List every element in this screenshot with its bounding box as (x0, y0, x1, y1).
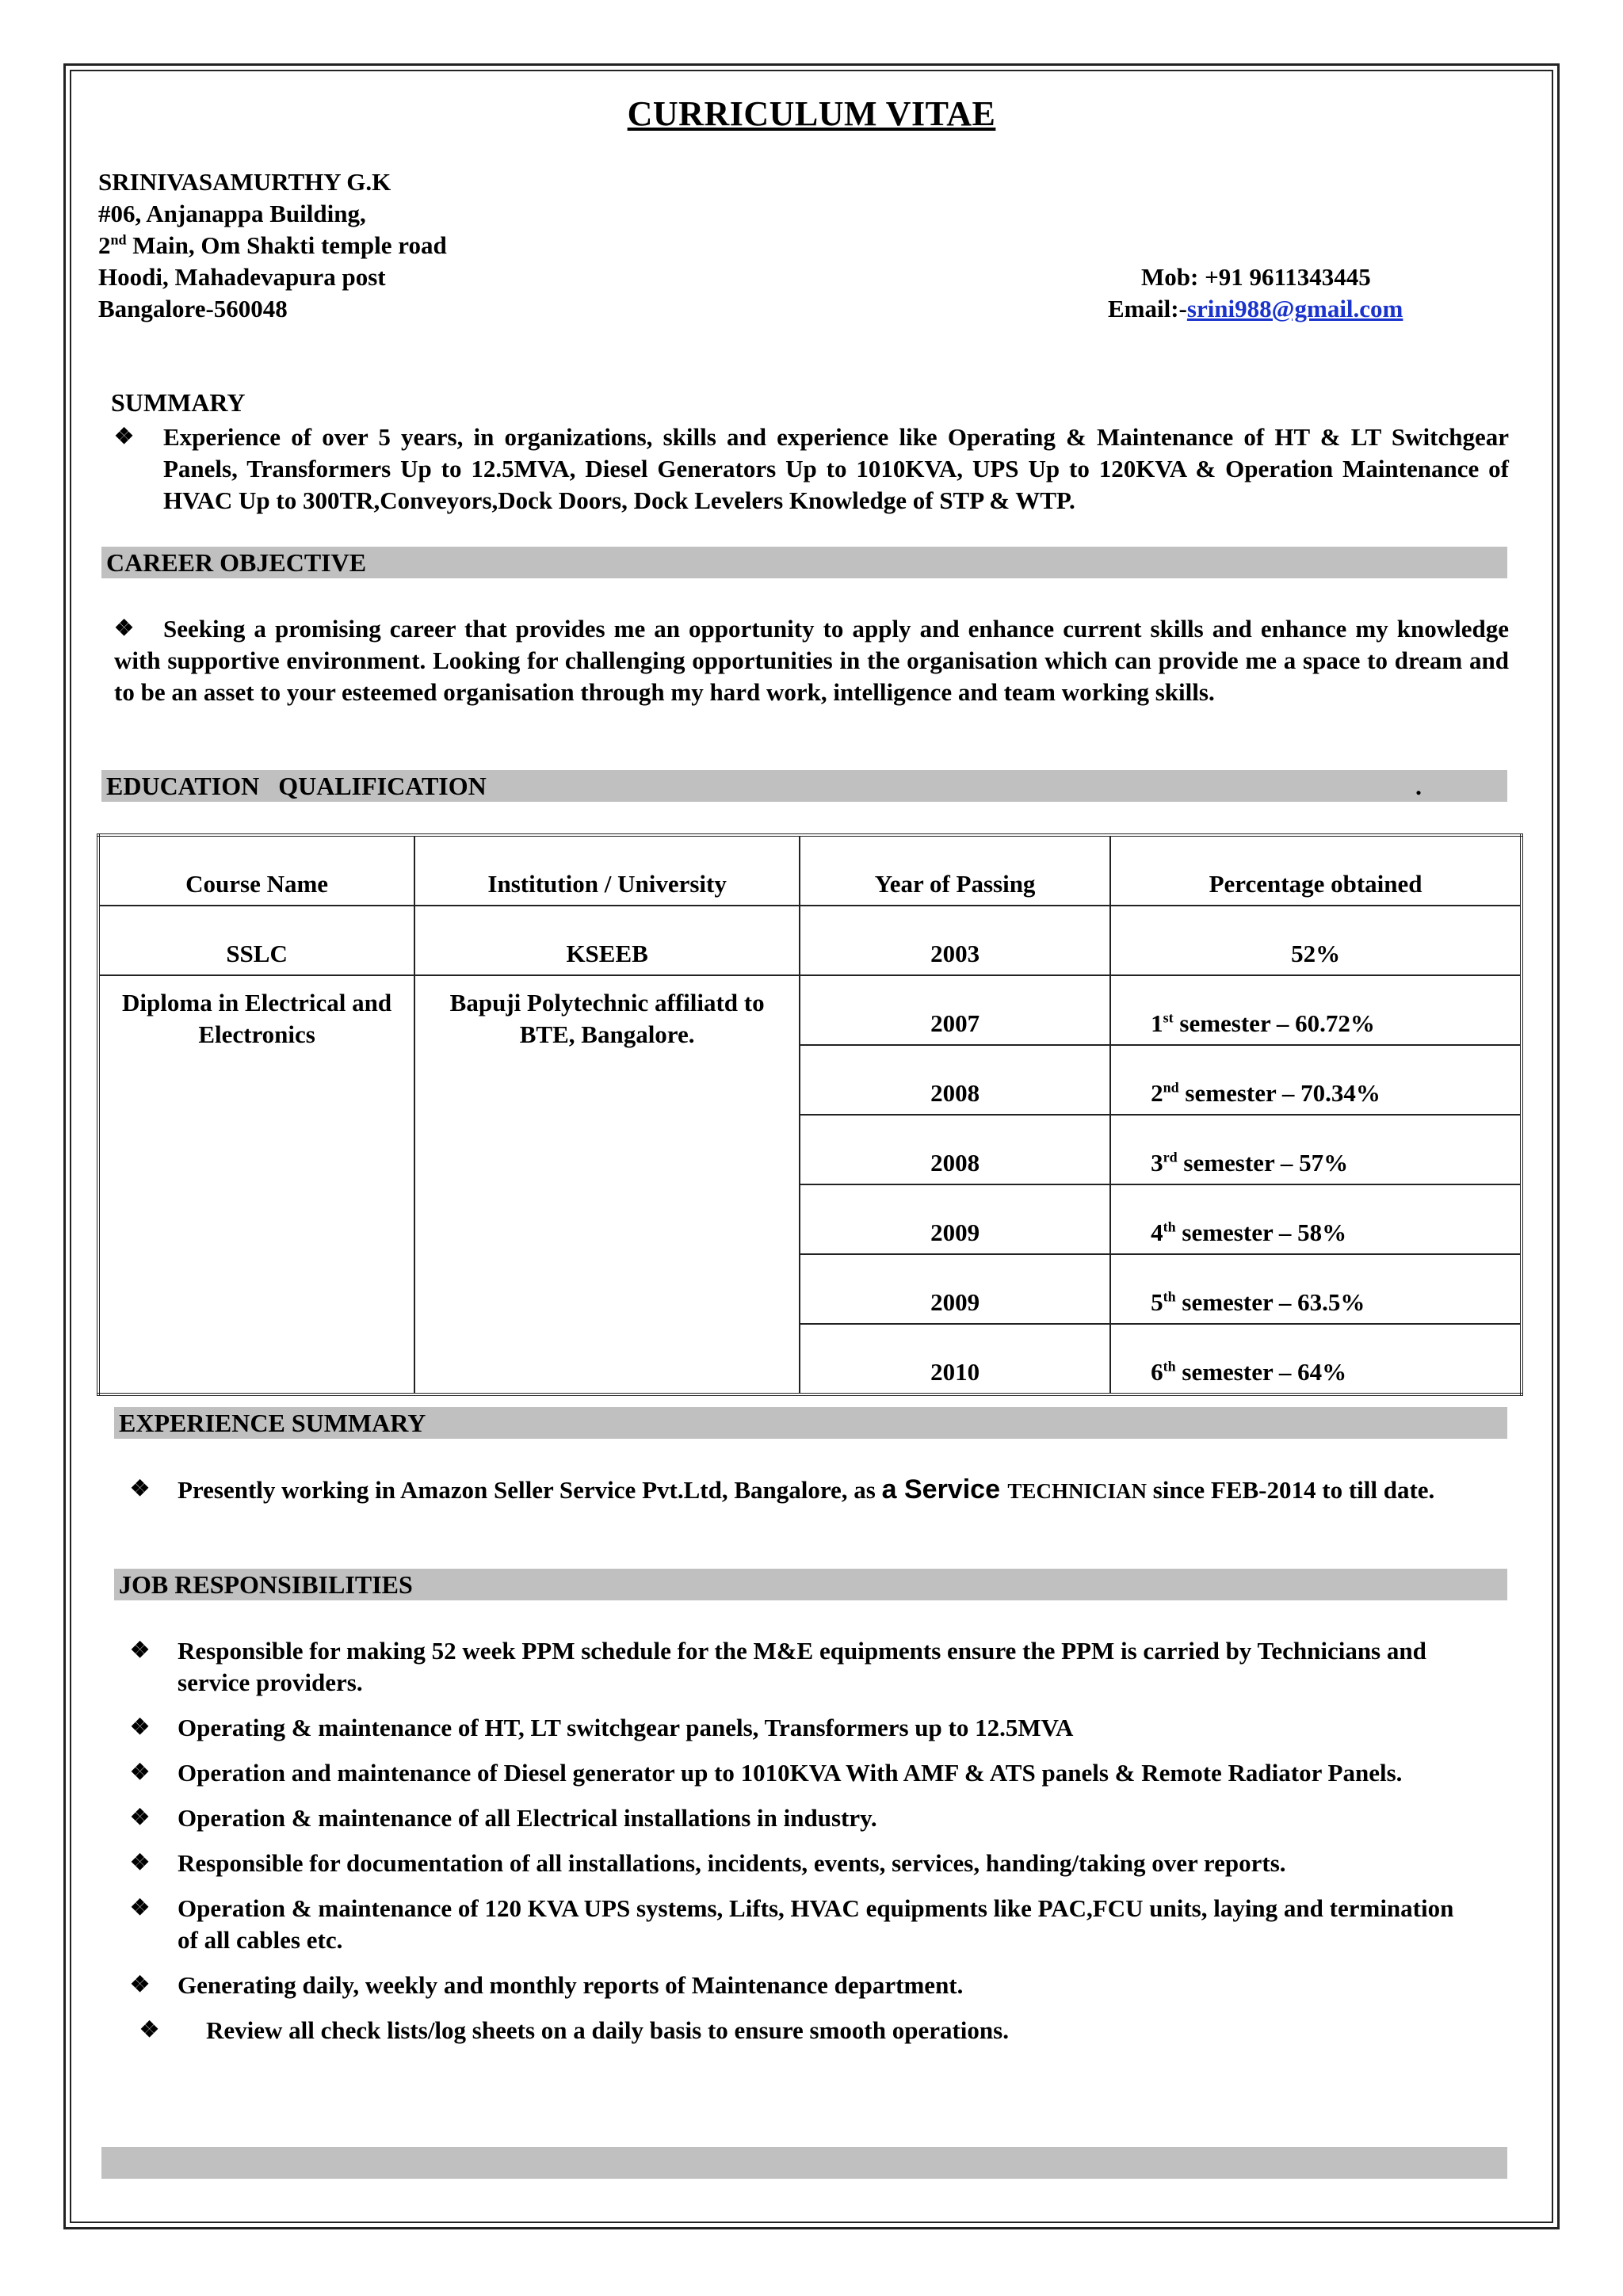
cell-year: 2008 (800, 1045, 1110, 1115)
column-header-institution: Institution / University (414, 835, 800, 906)
address-line-3: Hoodi, Mahadevapura post (98, 263, 386, 291)
bullet-icon: ❖ (130, 1851, 151, 1875)
footer-bar (101, 2147, 1507, 2179)
bullet-icon: ❖ (130, 1760, 151, 1785)
email-label: Email:- (1108, 295, 1187, 322)
cell-year: 2003 (800, 906, 1110, 975)
cell-percentage: 4th semester – 58% (1110, 1184, 1522, 1254)
cell-percentage: 52% (1110, 906, 1522, 975)
bullet-icon: ❖ (139, 2018, 160, 2042)
bullet-icon: ❖ (114, 425, 135, 449)
cell-percentage: 3rd semester – 57% (1110, 1115, 1522, 1184)
list-item: ❖ Operation & maintenance of all Electrical installations in industry. (127, 1802, 1503, 1834)
address-line-1: #06, Anjanappa Building, (98, 200, 366, 227)
experience-bar (114, 1407, 1507, 1439)
bullet-icon: ❖ (130, 1477, 151, 1501)
career-objective-heading: CAREER OBJECTIVE (106, 548, 367, 577)
bullet-icon: ❖ (114, 616, 135, 641)
email-line (1108, 293, 1403, 325)
list-item: ❖ Responsible for making 52 week PPM schedule for the M&E equipments ensure the PPM is carried by Technicians and service providers. (130, 1637, 1426, 1696)
cell-percentage: 1st semester – 60.72% (1110, 975, 1522, 1045)
education-heading: EDUCATION QUALIFICATION (106, 772, 487, 800)
cell-year: 2009 (800, 1184, 1110, 1254)
experience-heading: EXPERIENCE SUMMARY (119, 1409, 426, 1437)
career-text: Seeking a promising career that provides me an opportunity to apply and enhance current skills and enhance my knowledge with supportive environment. Looking for challenging opportunities in the organisation which can provide me a space to dream and to be an asset to your esteemed organisation through my hard work, intelligence and team working skills. (114, 615, 1509, 706)
page-title: CURRICULUM VITAE (627, 94, 996, 133)
cell-percentage: 2nd semester – 70.34% (1110, 1045, 1522, 1115)
bullet-icon: ❖ (130, 1806, 151, 1830)
mobile-number: Mob: +91 9611343445 (1141, 263, 1371, 291)
summary-heading: SUMMARY (111, 388, 246, 417)
cell-year: 2008 (800, 1115, 1110, 1184)
cell-percentage: 6th semester – 64% (1110, 1324, 1522, 1394)
table-header-row (98, 835, 1522, 906)
job-responsibilities-list (127, 1635, 1522, 2060)
column-header-percentage: Percentage obtained (1110, 835, 1522, 906)
job-responsibilities-bar (114, 1569, 1507, 1600)
career-objective-bar (101, 547, 1507, 578)
cell-institution: Bapuji Polytechnic affiliatd to BTE, Bangalore. (414, 975, 800, 1394)
address-line-2: 2nd Main, Om Shakti temple road (98, 231, 447, 259)
cell-institution: KSEEB (414, 906, 800, 975)
bullet-icon: ❖ (130, 1973, 151, 1997)
contact-name: SRINIVASAMURTHY G.K (98, 168, 391, 196)
column-header-year: Year of Passing (800, 835, 1110, 906)
experience-text: Presently working in Amazon Seller Service Pvt.Ltd, Bangalore, as a Service TECHNICIAN since FEB-2014 to till date. (178, 1474, 1435, 1505)
email-link[interactable]: srini988@gmail.com (1186, 295, 1403, 322)
list-item: ❖ Operation & maintenance of 120 KVA UPS systems, Lifts, HVAC equipments like PAC,FCU units, laying and termination of all cables etc. (130, 1894, 1454, 1954)
summary-bullet (114, 421, 1509, 524)
list-item: ❖ Operation and maintenance of Diesel generator up to 1010KVA With AMF & ATS panels & Remote Radiator Panels. (127, 1757, 1477, 1789)
table-row (98, 975, 1522, 1045)
job-responsibilities-heading: JOB RESPONSIBILITIES (119, 1570, 413, 1599)
education-bar (101, 770, 1507, 802)
cell-year: 2007 (800, 975, 1110, 1045)
cell-course: Diploma in Electrical and Electronics (98, 975, 414, 1394)
career-bullet (114, 613, 1509, 748)
cell-year: 2010 (800, 1324, 1110, 1394)
address-line-4: Bangalore-560048 (98, 295, 288, 322)
cell-year: 2009 (800, 1254, 1110, 1324)
list-item: ❖ Responsible for documentation of all installations, incidents, events, services, handing/taking over reports. (127, 1848, 1461, 1879)
bullet-icon: ❖ (130, 1896, 151, 1920)
list-item: ❖ Generating daily, weekly and monthly reports of Maintenance department. (127, 1970, 1503, 2001)
education-trailing-dot: . (1415, 772, 1422, 800)
contact-block (98, 166, 447, 325)
bullet-icon: ❖ (130, 1715, 151, 1740)
column-header-course: Course Name (98, 835, 414, 906)
experience-bullet (130, 1474, 1512, 1545)
list-item: ❖ Review all check lists/log sheets on a daily basis to ensure smooth operations. (136, 2015, 1531, 2046)
bullet-icon: ❖ (130, 1638, 151, 1663)
list-item: ❖ Operating & maintenance of HT, LT switchgear panels, Transformers up to 12.5MVA (127, 1712, 1503, 1744)
summary-text: Experience of over 5 years, in organizations, skills and experience like Operating & Maintenance of HT & LT Switchgear Panels, Transformers Up to 12.5MVA, Diesel Generators Up to 1010KVA, UPS Up to 120KVA & Operation Maintenance of HVAC Up to 300TR,Conveyors,Dock Doors, Dock Levelers Knowledge of STP & WTP. (163, 423, 1509, 514)
cell-course: SSLC (98, 906, 414, 975)
education-table (97, 833, 1523, 1396)
table-row (98, 906, 1522, 975)
cell-percentage: 5th semester – 63.5% (1110, 1254, 1522, 1324)
